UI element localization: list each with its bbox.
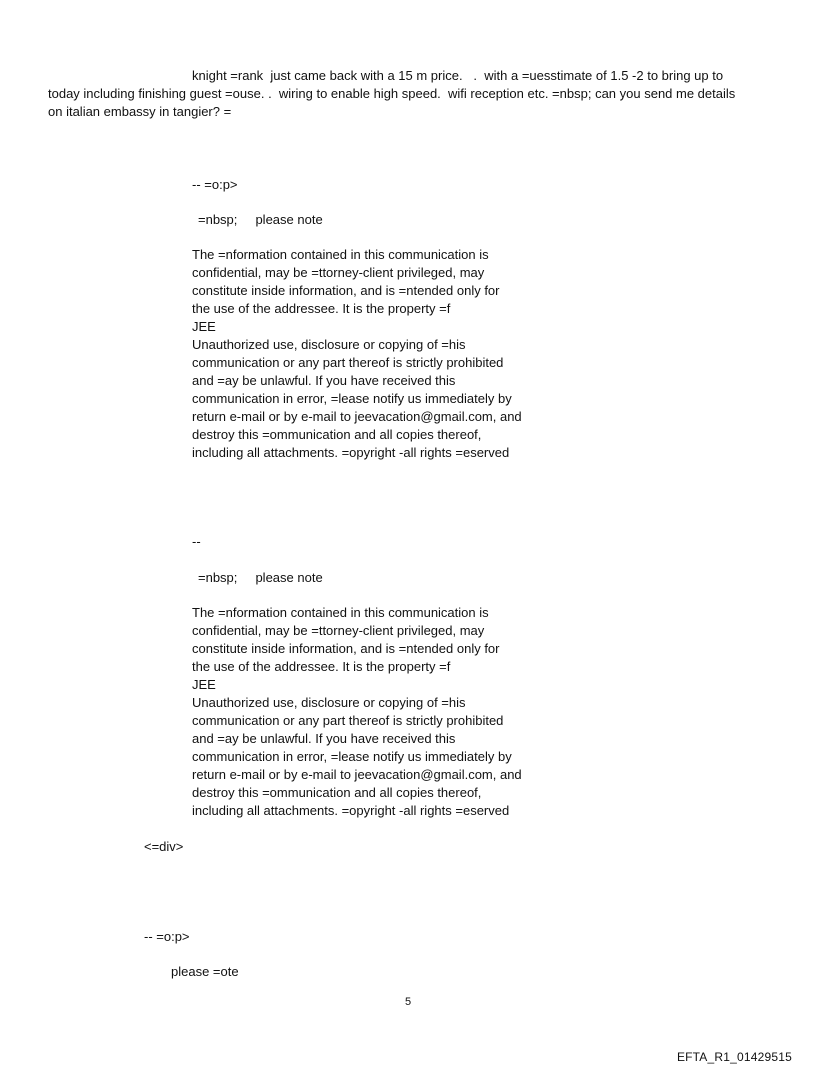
disclaimer-line: constitute inside information, and is =ntended only for: [192, 641, 500, 656]
div-tag-artifact: <=div>: [144, 839, 184, 854]
disclaimer-line: return e-mail or by e-mail to jeevacation@gmail.com, and: [192, 409, 522, 424]
disclaimer-line: return e-mail or by e-mail to jeevacation@gmail.com, and: [192, 767, 522, 782]
signature-separator-3: -- =o:p>: [144, 929, 190, 944]
disclaimer-line: JEE: [192, 677, 216, 692]
document-id: EFTA_R1_01429515: [676, 1050, 792, 1064]
signature-separator-2: --: [192, 534, 201, 549]
disclaimer-line: including all attachments. =opyright -all rights =eserved: [192, 803, 510, 818]
disclaimer-line: destroy this =ommunication and all copies thereof,: [192, 427, 482, 442]
disclaimer-line: communication or any part thereof is strictly prohibited: [192, 355, 504, 370]
confidentiality-disclaimer-2: [192, 604, 522, 820]
email-intro-paragraph: [48, 67, 778, 121]
disclaimer-line: constitute inside information, and is =ntended only for: [192, 283, 500, 298]
disclaimer-line: communication in error, =lease notify us immediately by: [192, 749, 512, 764]
disclaimer-line: The =nformation contained in this communication is: [192, 247, 489, 262]
disclaimer-line: including all attachments. =opyright -all rights =eserved: [192, 445, 510, 460]
disclaimer-line: and =ay be unlawful. If you have received this: [192, 373, 456, 388]
disclaimer-line: the use of the addressee. It is the property =f: [192, 301, 451, 316]
disclaimer-line: JEE: [192, 319, 216, 334]
disclaimer-line: destroy this =ommunication and all copies thereof,: [192, 785, 482, 800]
confidentiality-disclaimer-1: [192, 246, 522, 462]
disclaimer-line: the use of the addressee. It is the property =f: [192, 659, 451, 674]
please-note-1: =nbsp; please note: [198, 212, 323, 227]
disclaimer-line: communication or any part thereof is strictly prohibited: [192, 713, 504, 728]
disclaimer-line: confidential, may be =ttorney-client privileged, may: [192, 265, 485, 280]
disclaimer-line: confidential, may be =ttorney-client privileged, may: [192, 623, 485, 638]
please-note-3: please =ote: [171, 964, 239, 979]
please-note-2: =nbsp; please note: [198, 570, 323, 585]
disclaimer-line: communication in error, =lease notify us immediately by: [192, 391, 512, 406]
intro-line-2: today including finishing guest =ouse. . wiring to enable high speed. wifi reception etc. =nbsp; can you send me details: [48, 86, 736, 101]
intro-line-3: on italian embassy in tangier? =: [48, 104, 232, 119]
intro-line-1: knight =rank just came back with a 15 m price. . with a =uesstimate of 1.5 -2 to bring up to: [192, 68, 724, 83]
disclaimer-line: The =nformation contained in this communication is: [192, 605, 489, 620]
disclaimer-line: Unauthorized use, disclosure or copying of =his: [192, 695, 466, 710]
disclaimer-line: and =ay be unlawful. If you have received this: [192, 731, 456, 746]
signature-separator-1: -- =o:p>: [192, 177, 238, 192]
disclaimer-line: Unauthorized use, disclosure or copying of =his: [192, 337, 466, 352]
page-number: 5: [404, 996, 412, 1008]
